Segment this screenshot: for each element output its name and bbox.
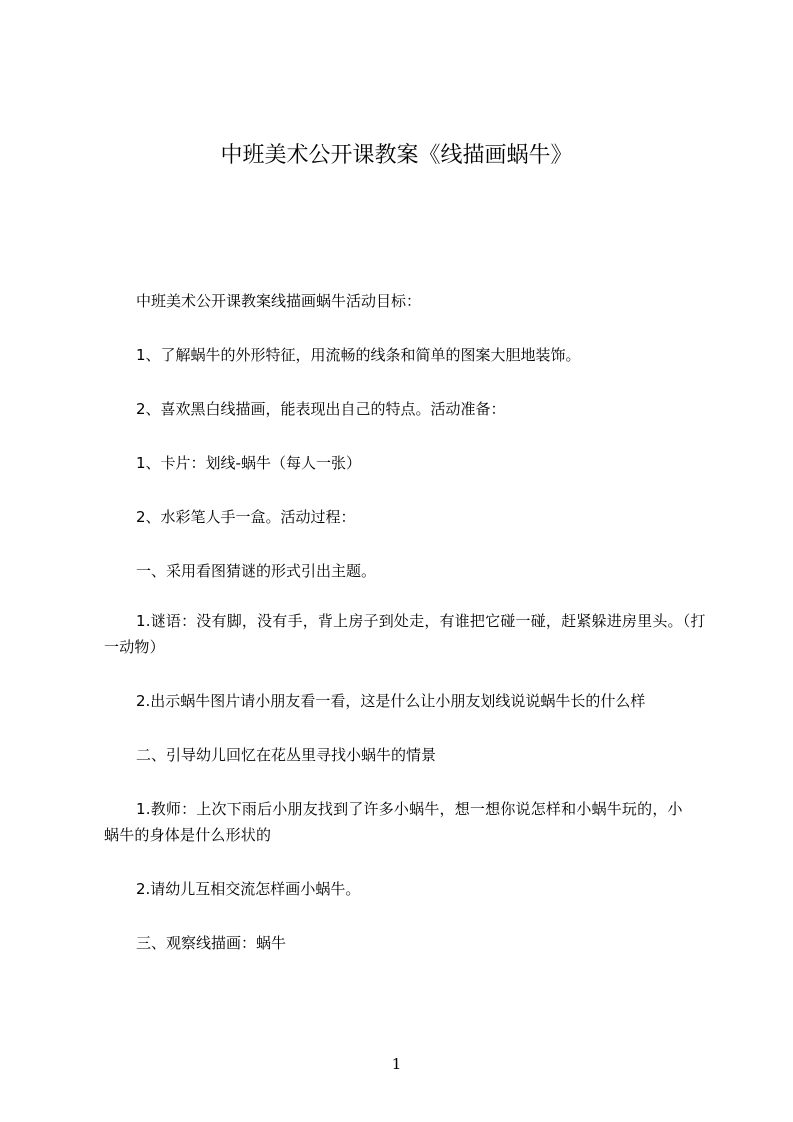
paragraph-teacher: 1.教师：上次下雨后小朋友找到了许多小蜗牛，想一想你说怎样和小蜗牛玩的，小蜗牛的身体是什么形状的 (104, 800, 683, 844)
paragraph-section-2: 二、引导幼儿回忆在花丛里寻找小蜗牛的情景 (136, 746, 437, 764)
paragraph-exchange: 2.请幼儿互相交流怎样画小蜗牛。 (136, 880, 361, 898)
paragraph-section-3: 三、观察线描画：蜗牛 (136, 934, 287, 952)
paragraph-activity-goals: 中班美术公开课教案线描画蜗牛活动目标： (136, 292, 422, 310)
paragraph-goal-1: 1、了解蜗牛的外形特征，用流畅的线条和简单的图案大胆地装饰。 (136, 346, 581, 364)
page-title: 中班美术公开课教案《线描画蜗牛》 (220, 143, 573, 168)
page-number: 1 (391, 1055, 402, 1073)
paragraph-prep-2: 2、水彩笔人手一盒。活动过程： (136, 508, 356, 526)
paragraph-show-picture: 2.出示蜗牛图片请小朋友看一看，这是什么让小朋友划线说说蜗牛长的什么样 (136, 692, 646, 710)
paragraph-section-1: 一、采用看图猜谜的形式引出主题。 (136, 562, 377, 580)
paragraph-goal-2: 2、喜欢黑白线描画，能表现出自己的特点。活动准备： (136, 400, 506, 418)
paragraph-riddle: 1.谜语：没有脚，没有手，背上房子到处走，有谁把它碰一碰，赶紧躲进房里头。（打一动物） (104, 612, 706, 656)
paragraph-prep-1: 1、卡片：划线-蜗牛（每人一张） (136, 454, 361, 472)
